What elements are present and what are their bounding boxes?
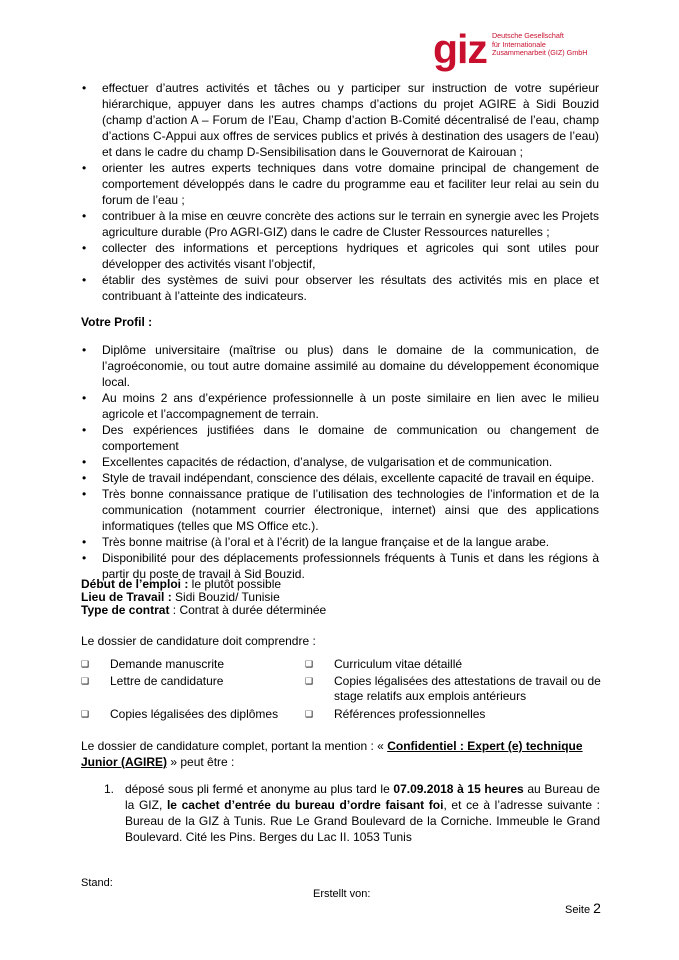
checkbox-icon: ❑ — [305, 676, 314, 686]
job-start-value: le plutôt possible — [188, 577, 282, 591]
task-list — [81, 80, 599, 304]
profile-item: • Très bonne connaissance pratique de l’utilisation des technologies de l’information et de la communication (notamment courrier électronique, internet) ainsi que des applications informatiques (telles que MS Office etc.). — [81, 486, 599, 534]
footer-created-by: Erstellt von: — [313, 888, 371, 900]
dossier-paragraph — [81, 738, 601, 770]
footer-page — [565, 900, 601, 916]
dossier-mention: Confidentiel : Expert (e) technique Junior (AGIRE) — [81, 739, 583, 769]
checklist-item: Copies légalisées des attestations de travail ou de stage relatifs aux emplois antérieurs — [334, 674, 601, 703]
footer-stand: Stand: — [81, 877, 113, 889]
task-item: • effectuer d’autres activités et tâches ou y participer sur instruction de votre supérieur hiérarchique, appuyer dans les autres champs d’actions du projet AGIRE à Sidi Bouzid (champ d’action A – Forum de l’Eau, Champ d’action B-Comité décentralisé de l’eau, champ d’actions C-Appui aux offres de services publics et privés à destination des usagers de l’eau) et dans le cadre du champ D-Sensibilisation dans le Gouvernorat de Kairouan ; — [81, 80, 599, 160]
job-place-line — [81, 590, 280, 604]
logo-line: Zusammenarbeit (GIZ) GmbH — [491, 48, 588, 58]
profile-item: • Au moins 2 ans d’expérience professionnelle à un poste similaire en lien avec le milieu agricole et l’accompagnement de terrain. — [81, 390, 599, 422]
job-place-value: Sidi Bouzid/ Tunisie — [171, 590, 280, 604]
step-text: déposé sous pli fermé et anonyme au plus tard le — [125, 782, 394, 796]
logo-line: für Internationale — [491, 39, 546, 49]
application-checklist — [81, 657, 601, 722]
profile-heading: Votre Profil : — [81, 315, 153, 329]
task-item: • collecter des informations et perceptions hydriques et agricoles qui sont utiles pour développer des activités visant l’objectif, — [81, 240, 599, 272]
step-number: 1. — [104, 782, 115, 796]
task-item: • orienter les autres experts techniques dans votre domaine principal de changement de comportement développés dans le cadre du programme eau et faciliter leur relai au sein du forum de l’eau ; — [81, 160, 599, 208]
checkbox-icon: ❑ — [81, 676, 90, 686]
page-label: Seite — [565, 904, 594, 916]
profile-item: • Style de travail indépendant, conscience des délais, excellente capacité de travail en équipe. — [81, 470, 599, 486]
profile-item: • Des expériences justifiées dans le domaine de communication ou changement de comportement — [81, 422, 599, 454]
profile-item: • Très bonne maitrise (à l’oral et à l’écrit) de la langue française et de la langue arabe. — [81, 534, 599, 550]
checkbox-icon: ❑ — [81, 659, 90, 669]
checklist-item: Curriculum vitae détaillé — [334, 657, 463, 671]
job-contract-label: Type de contrat — [81, 603, 170, 617]
step-text: , et ce à l’adresse suivante : Bureau de la GIZ à Tunis. Rue Le Grand Boulevard de la Corniche. Immeuble le Grand Boulevard. Cité les Pins. Berges du Lac II. 1053 Tunis — [125, 798, 600, 844]
step-text: au Bureau de la GIZ, — [125, 782, 600, 812]
checkbox-icon: ❑ — [305, 709, 314, 719]
checklist-item: Copies légalisées des diplômes — [110, 707, 279, 721]
profile-list — [81, 342, 599, 582]
profile-item: • Disponibilité pour des déplacements professionnels fréquents à Tunis et dans les régions à partir du poste de travail à Sid Bouzid. — [81, 550, 599, 582]
task-item: • contribuer à la mise en œuvre concrète des actions sur le terrain en synergie avec les Projets agriculture durable (Pro AGRI-GIZ) dans le cadre de Cluster Ressources naturelles ; — [81, 208, 599, 240]
application-intro: Le dossier de candidature doit comprendre : — [81, 634, 316, 648]
checklist-item: Demande manuscrite — [110, 657, 225, 671]
dossier-post: » peut être : — [170, 755, 235, 769]
job-place-label: Lieu de Travail : — [81, 590, 172, 604]
submission-step — [104, 781, 600, 845]
dossier-pre: Le dossier de candidature complet, portant la mention : « — [81, 739, 384, 753]
profile-item: • Diplôme universitaire (maîtrise ou plus) dans le domaine de la communication, de l’agroéconomie, ou tout autre domaine assimilé au domaine du développement économique local. — [81, 342, 599, 390]
checkbox-icon: ❑ — [81, 709, 90, 719]
job-start-line — [81, 577, 281, 591]
checklist-item: Références professionnelles — [334, 707, 486, 721]
step-deadline: 07.09.2018 à 15 heures — [393, 782, 524, 796]
checklist-item: Lettre de candidature — [110, 674, 224, 688]
job-start-label: Début de l’emploi : — [81, 577, 189, 591]
giz-logo-mark: giz — [433, 26, 487, 72]
task-item: • établir des systèmes de suivi pour observer les résultats des activités mis en place et contribuant à l’atteinte des indicateurs. — [81, 272, 599, 304]
checkbox-icon: ❑ — [305, 659, 314, 669]
logo-line: Deutsche Gesellschaft — [491, 31, 564, 40]
job-contract-line — [81, 603, 326, 617]
page-number: 2 — [593, 900, 601, 916]
step-stamp: le cachet d’entrée du bureau d’ordre faisant foi — [166, 798, 444, 812]
job-contract-value: : Contrat à durée déterminée — [169, 603, 327, 617]
profile-item: • Excellentes capacités de rédaction, d’analyse, de vulgarisation et de communication. — [81, 454, 599, 470]
giz-logo-text — [492, 32, 587, 58]
giz-logo — [433, 26, 588, 72]
